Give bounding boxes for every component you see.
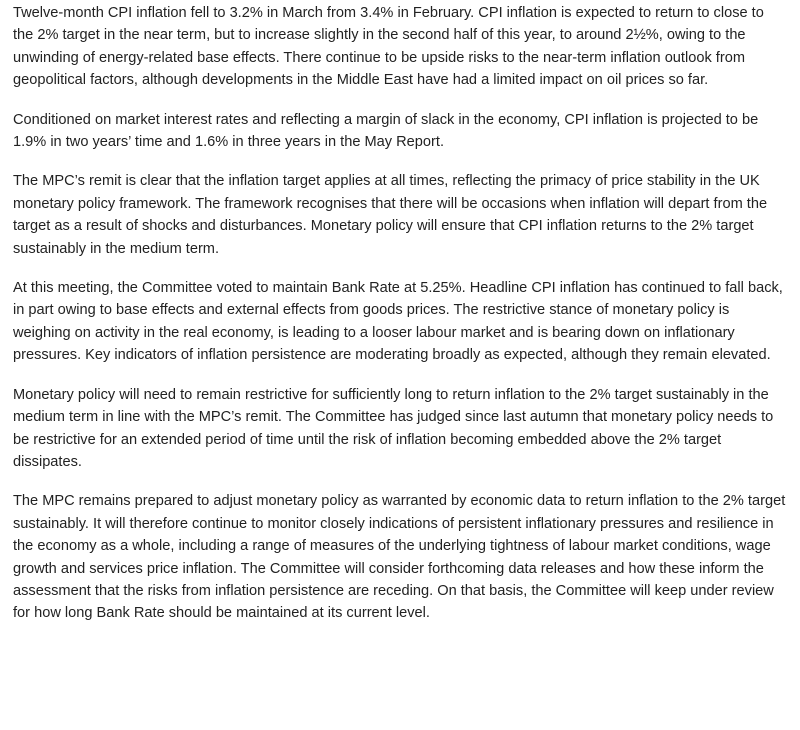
paragraph-policy-review: The MPC remains prepared to adjust monetary policy as warranted by economic data to return inflation to the 2% target sustainably. It will therefore continue to monitor closely indications of persistent inflationary pressures and resilience in the economy as a whole, including a range of measures of the underlying tightness of labour market conditions, wage growth and services price inflation. The Committee will consider forthcoming data releases and how these inform the assessment that the risks from inflation persistence are receding. On that basis, the Committee will keep under review for how long Bank Rate should be maintained at its current level. [13, 493, 786, 622]
paragraph-inflation-projection: Conditioned on market interest rates and reflecting a margin of slack in the economy, CPI inflation is projected to be 1.9% in two years’ time and 1.6% in three years in the May Report. [13, 111, 759, 151]
paragraph-cpi-inflation-outlook: Twelve-month CPI inflation fell to 3.2% in March from 3.4% in February. CPI inflation is expected to return to close to the 2% target in the near term, but to increase slightly in the second half of this year, to around 2½%, owing to the unwinding of energy-related base effects. There continue to be upside risks to the near-term inflation outlook from geopolitical factors, although developments in the Middle East have had a limited impact on oil prices so far. [13, 5, 764, 89]
paragraph-bank-rate-decision: At this meeting, the Committee voted to maintain Bank Rate at 5.25%. Headline CPI inflation has continued to fall back, in part owing to base effects and external effects from goods prices. The restrictive stance of monetary policy is weighing on activity in the real economy, is leading to a looser labour market and is bearing down on inflationary pressures. Key indicators of inflation persistence are moderating broadly as expected, although they remain elevated. [13, 280, 783, 364]
paragraph-restrictive-policy: Monetary policy will need to remain restrictive for sufficiently long to return inflation to the 2% target sustainably in the medium term in line with the MPC’s remit. The Committee has judged since last autumn that monetary policy needs to be restrictive for an extended period of time until the risk of inflation becoming embedded above the 2% target dissipates. [13, 386, 774, 470]
paragraph-mpc-remit: The MPC’s remit is clear that the inflation target applies at all times, reflecting the primacy of price stability in the UK monetary policy framework. The framework recognises that there will be occasions when inflation will depart from the target as a result of shocks and disturbances. Monetary policy will ensure that CPI inflation returns to the 2% target sustainably in the medium term. [13, 173, 768, 257]
